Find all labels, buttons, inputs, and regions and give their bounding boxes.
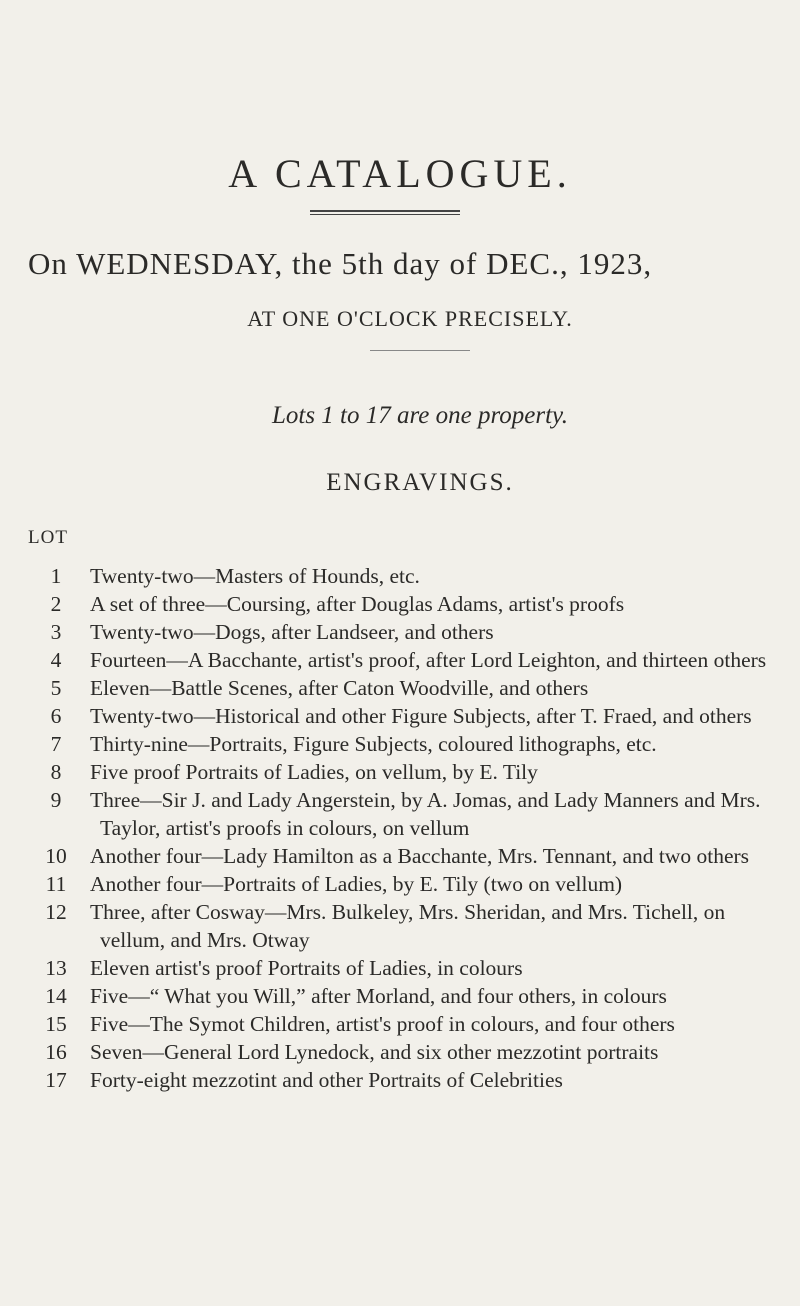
lot-number: 1 — [50, 564, 62, 588]
lot-number: 16 — [45, 1040, 67, 1064]
sale-date: On WEDNESDAY, the 5th day of DEC., 1923, — [28, 246, 653, 281]
lot-list — [30, 562, 795, 1094]
list-item — [30, 646, 795, 674]
list-item — [30, 674, 795, 702]
lot-column-heading: LOT — [28, 527, 68, 548]
lot-description: Twenty-two—Dogs, after Landseer, and others — [90, 620, 494, 644]
lot-number: 3 — [50, 620, 62, 644]
lot-number: 2 — [50, 592, 62, 616]
lot-number: 11 — [45, 872, 67, 896]
lot-description: Forty-eight mezzotint and other Portraits of Celebrities — [90, 1068, 563, 1092]
lot-number: 7 — [50, 732, 62, 756]
lot-description: Three, after Cosway—Mrs. Bulkeley, Mrs. Sheridan, and Mrs. Tichell, on vellum, and Mrs. Otway — [90, 900, 726, 952]
page-title: A CATALOGUE. — [228, 151, 572, 196]
list-item — [30, 590, 795, 618]
list-item — [30, 842, 795, 870]
lot-description: Five proof Portraits of Ladies, on vellum, by E. Tily — [90, 760, 538, 784]
list-item — [30, 730, 795, 758]
lot-number: 13 — [45, 956, 67, 980]
list-item — [30, 786, 795, 842]
list-item — [30, 982, 795, 1010]
lot-number: 6 — [50, 704, 62, 728]
list-item — [30, 562, 795, 590]
lot-number: 17 — [45, 1068, 67, 1092]
lot-description: Another four—Lady Hamilton as a Bacchante, Mrs. Tennant, and two others — [90, 844, 750, 868]
lot-description: Seven—General Lord Lynedock, and six other mezzotint portraits — [90, 1040, 659, 1064]
lot-description: Fourteen—A Bacchante, artist's proof, after Lord Leighton, and thirteen others — [90, 648, 767, 672]
list-item — [30, 898, 795, 954]
lot-number: 5 — [50, 676, 62, 700]
section-heading: ENGRAVINGS. — [326, 469, 514, 496]
lot-number: 9 — [50, 788, 62, 812]
lot-number: 14 — [45, 984, 67, 1008]
list-item — [30, 758, 795, 786]
lot-description: Another four—Portraits of Ladies, by E. Tily (two on vellum) — [90, 872, 623, 896]
list-item — [30, 1066, 795, 1094]
lot-description: Five—“ What you Will,” after Morland, and four others, in colours — [90, 984, 667, 1008]
lot-number: 12 — [45, 900, 67, 924]
lot-description: Five—The Symot Children, artist's proof in colours, and four others — [90, 1012, 675, 1036]
lot-number: 15 — [45, 1012, 67, 1036]
lot-description: Eleven artist's proof Portraits of Ladies, in colours — [90, 956, 523, 980]
lot-number: 10 — [45, 844, 67, 868]
list-item — [30, 954, 795, 982]
list-item — [30, 618, 795, 646]
lot-description: Twenty-two—Masters of Hounds, etc. — [90, 564, 420, 588]
lot-description: A set of three—Coursing, after Douglas Adams, artist's proofs — [90, 592, 625, 616]
lot-number: 4 — [50, 648, 62, 672]
divider — [370, 350, 470, 351]
lot-description: Thirty-nine—Portraits, Figure Subjects, coloured lithographs, etc. — [90, 732, 657, 756]
list-item — [30, 1038, 795, 1066]
lot-description: Eleven—Battle Scenes, after Caton Woodville, and others — [90, 676, 589, 700]
lots-note: Lots 1 to 17 are one property. — [271, 402, 569, 429]
title-rule — [310, 210, 460, 215]
lot-description: Three—Sir J. and Lady Angerstein, by A. Jomas, and Lady Manners and Mrs. Taylor, artist's proofs in colours, on vellum — [90, 788, 761, 840]
lot-number: 8 — [50, 760, 62, 784]
sale-time: AT ONE O'CLOCK PRECISELY. — [247, 306, 573, 331]
list-item — [30, 870, 795, 898]
list-item — [30, 1010, 795, 1038]
lot-description: Twenty-two—Historical and other Figure Subjects, after T. Fraed, and others — [90, 704, 752, 728]
list-item — [30, 702, 795, 730]
